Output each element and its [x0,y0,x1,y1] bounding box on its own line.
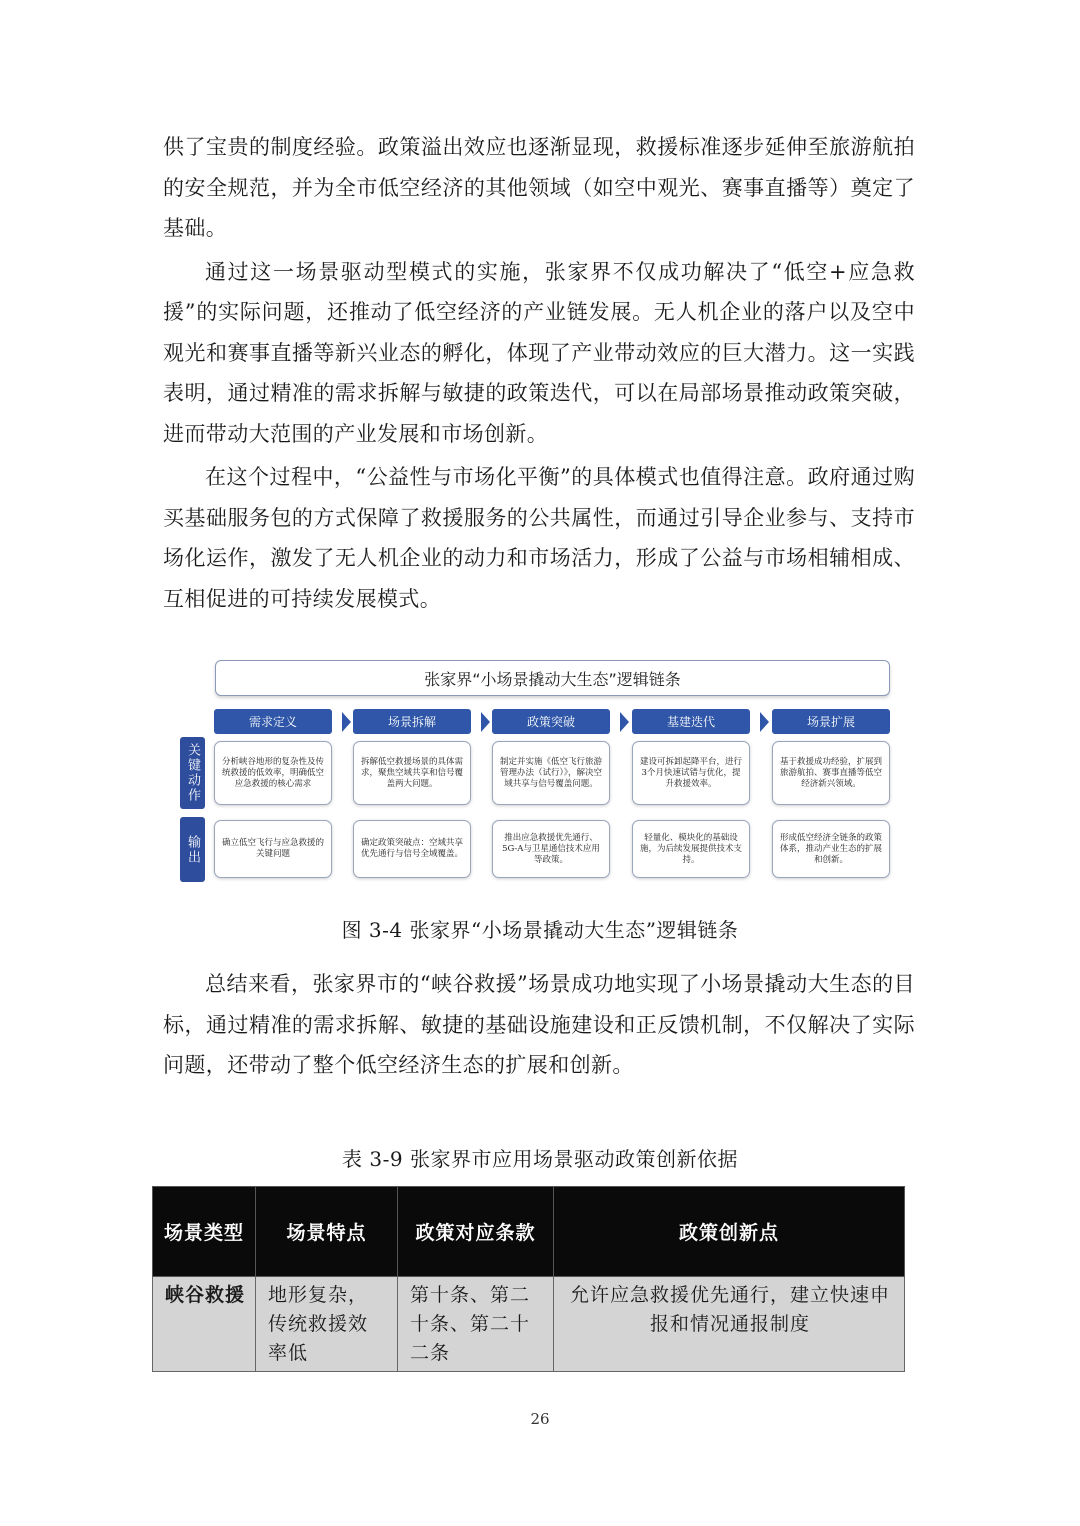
arrow-right-icon [481,712,490,732]
body-paragraphs-top [163,127,915,619]
table-row [153,1277,905,1372]
arrow-right-icon [620,712,629,732]
stage-head-policy: 政策突破 [492,709,610,734]
summary-paragraph: 总结来看，张家界市的“峡谷救援”场景成功地实现了小场景撬动大生态的目标，通过精准的需求拆解、敏捷的基础设施建设和正反馈机制，不仅解决了实际问题，还带动了整个低空经济生态的扩展和创新。 [163,972,915,1077]
stage-head-infra: 基建迭代 [632,709,750,734]
output-cell-scene: 确定政策突破点：空域共享优先通行与信号全域覆盖。 [353,820,471,878]
header-scene-feature: 场景特点 [256,1187,398,1277]
stage-head-expand: 场景扩展 [772,709,890,734]
cell-scene-type: 峡谷救援 [153,1277,256,1372]
cell-scene-feature: 地形复杂，传统救援效率低 [256,1277,398,1372]
header-policy-innovation: 政策创新点 [554,1187,905,1277]
stage-head-demand: 需求定义 [214,709,332,734]
paragraph-2: 通过这一场景驱动型模式的实施，张家界不仅成功解决了“低空+应急救援”的实际问题，还推动了低空经济的产业链发展。无人机企业的落户以及空中观光和赛事直播等新兴业态的孵化，体现了产业带动效应的巨大潜力。这一实践表明，通过精准的需求拆解与敏捷的政策迭代，可以在局部场景推动政策突破，进而带动大范围的产业发展和市场创新。 [163,259,915,446]
page-number: 26 [530,1410,550,1428]
action-cell-infra: 建设可拆卸起降平台，进行3个月快速试错与优化，提升救援效率。 [632,741,750,805]
output-cell-expand: 形成低空经济全链条的政策体系，推动产业生态的扩展和创新。 [772,820,890,878]
action-cell-scene: 拆解低空救援场景的具体需求，聚焦空域共享和信号覆盖两大问题。 [353,741,471,805]
output-cell-demand: 确立低空飞行与应急救援的关键问题 [214,820,332,878]
table-title: 表 3-9 张家界市应用场景驱动政策创新依据 [342,1147,738,1171]
diagram-title: 张家界“小场景撬动大生态”逻辑链条 [215,660,890,696]
arrow-right-icon [342,712,351,732]
output-cell-policy: 推出应急救援优先通行、5G-A与卫星通信技术应用等政策。 [492,820,610,878]
figure-caption: 图 3-4 张家界“小场景撬动大生态”逻辑链条 [341,918,739,942]
paragraph-3: 在这个过程中，“公益性与市场化平衡”的具体模式也值得注意。政府通过购买基础服务包的方式保障了救援服务的公共属性，而通过引导企业参与、支持市场化运作，激发了无人机企业的动力和市场活力，形成了公益与市场相辅相成、互相促进的可持续发展模式。 [163,465,915,611]
action-cell-demand: 分析峡谷地形的复杂性及传统救援的低效率，明确低空应急救援的核心需求 [214,741,332,805]
action-cell-expand: 基于救援成功经验，扩展到旅游航拍、赛事直播等低空经济新兴领域。 [772,741,890,805]
output-cell-infra: 轻量化、模块化的基础设施，为后续发展提供技术支持。 [632,820,750,878]
row-label-output: 输出 [180,817,205,882]
stage-head-scene: 场景拆解 [353,709,471,734]
cell-policy-innovation: 允许应急救援优先通行，建立快速申报和情况通报制度 [554,1277,905,1372]
paragraph-1: 供了宝贵的制度经验。政策溢出效应也逐渐显现，救援标准逐步延伸至旅游航拍的安全规范，并为全市低空经济的其他领域（如空中观光、赛事直播等）奠定了基础。 [163,135,915,240]
action-cell-policy: 制定并实施《低空飞行旅游管理办法（试行）》，解决空域共享与信号覆盖问题。 [492,741,610,805]
summary-section [163,964,915,1086]
arrow-right-icon [760,712,769,732]
policy-table [152,1186,905,1372]
row-label-actions: 关键动作 [180,737,205,809]
header-policy-clause: 政策对应条款 [398,1187,554,1277]
cell-policy-clause: 第十条、第二十条、第二十二条 [398,1277,554,1372]
table-header-row [153,1187,905,1277]
logic-chain-diagram [178,657,894,885]
header-scene-type: 场景类型 [153,1187,256,1277]
